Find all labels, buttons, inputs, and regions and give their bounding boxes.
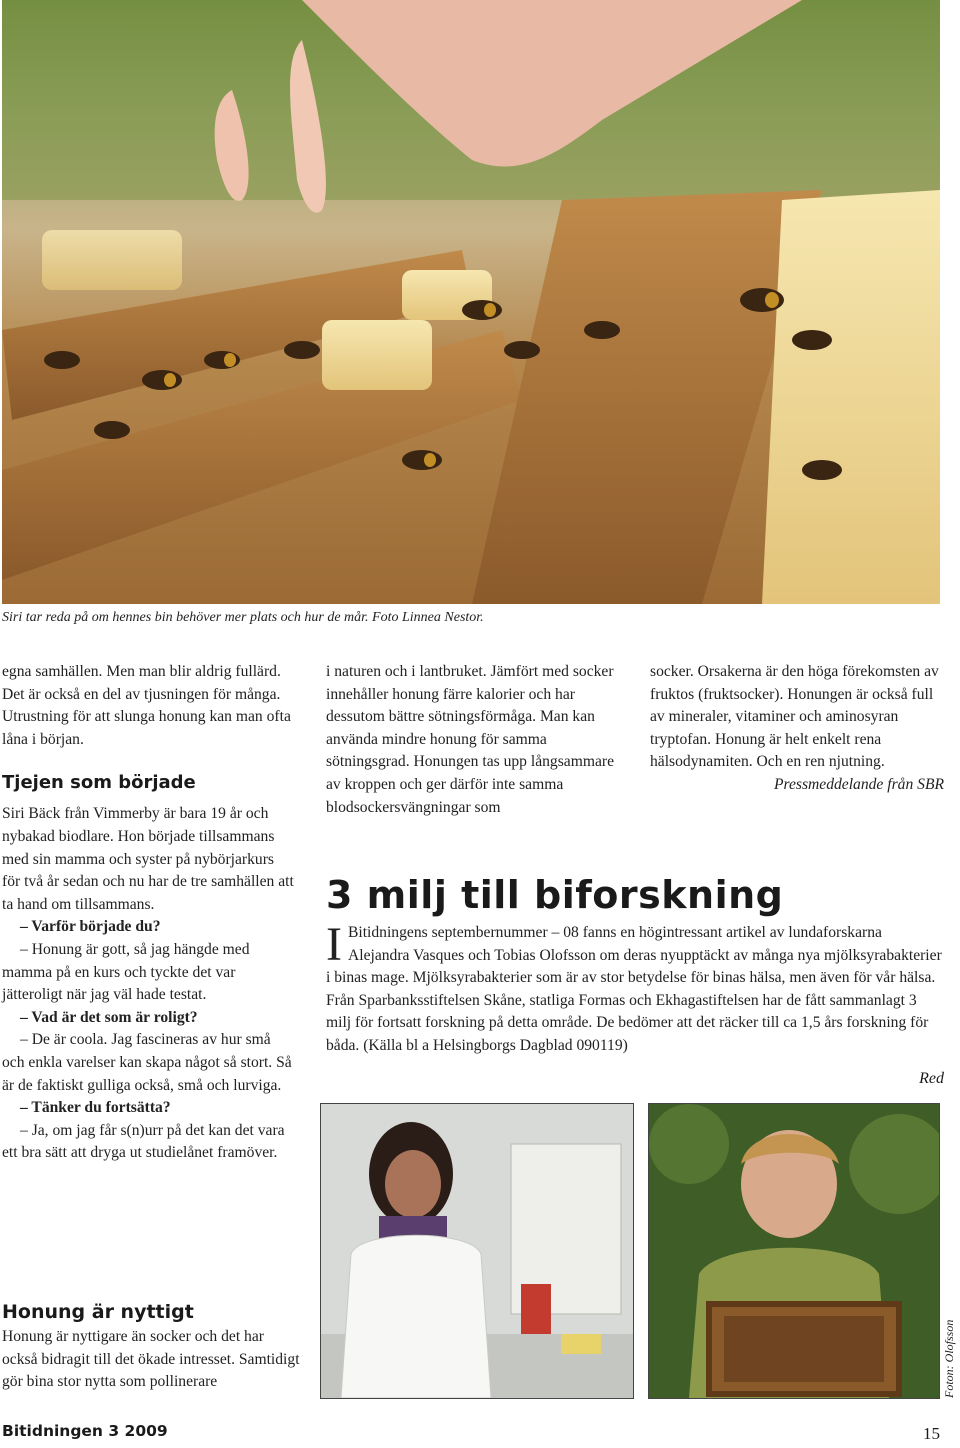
photo-caption: Siri tar reda på om hennes bin behöver mer plats och hur de mår. Foto Linnea Nestor. xyxy=(2,610,484,625)
news-dropcap: I xyxy=(326,918,342,971)
subhead-tjejen: Tjejen som började xyxy=(2,772,196,794)
question-1: – Varför började du? xyxy=(20,918,161,936)
column-2 xyxy=(326,661,620,819)
page-number: 15 xyxy=(923,1424,940,1443)
answer-3: – Ja, om jag får s(n)urr på det kan det vara ett bra sätt att dryga ut studielånet framöver. xyxy=(2,1121,285,1162)
column-1 xyxy=(2,661,294,1165)
box-body: Honung är nyttigare än socker och det har också bidragit till det ökade intresset. Samtidigt gör bina stor nytta som pollinerare xyxy=(2,1328,300,1391)
news-signature: Red xyxy=(919,1070,944,1087)
lab-illustration xyxy=(321,1104,633,1398)
footer-publication: Bitidningen 3 2009 xyxy=(2,1422,168,1440)
photo-researcher-lab xyxy=(320,1103,634,1399)
col3-signature: Pressmeddelande från SBR xyxy=(773,775,944,793)
bees-illustration xyxy=(2,0,940,604)
box-heading: Honung är nyttigt xyxy=(2,1301,194,1323)
col1-para1: Siri Bäck från Vimmerby är bara 19 år och nybakad biodlare. Hon började tillsammans med sin mamma och syster på nybörjarkurs för två år sedan och nu har de tre samhällen att ta hand om tillsammans. xyxy=(2,805,294,913)
column-3 xyxy=(650,661,944,797)
news-headline: 3 milj till biforskning xyxy=(326,873,784,917)
col3-text: socker. Orsakerna är den höga förekomsten av fruktos (fruktsocker). Honungen är också full av mineraler, vitaminer och aminosyran tryptofan. Honung är helt enkelt rena hälsodynamiten. Och en ren njutning. xyxy=(650,663,939,771)
answer-2: – De är coola. Jag fascineras av hur små och enkla varelser kan skapa något så stort. Så är de faktiskt gulliga också, små och lurviga. xyxy=(2,1031,292,1094)
answer-1: – Honung är gott, så jag hängde med mamma på en kurs och tyckte det var jätteroligt när jag väl hade testat. xyxy=(2,940,250,1004)
hive-illustration xyxy=(649,1104,939,1398)
hero-photo-bees xyxy=(2,0,940,604)
photo-researcher-hive xyxy=(648,1103,940,1399)
news-text: Bitidningens septembernummer – 08 fanns en högintressant artikel av lundaforskarna Alejandra Vasques och Tobias Olofsson om deras nyupptäckt av många nya mjölksyrabakterier i binas mage. Mjölksyrabakterier som är av stor betydelse för binas hälsa, men även för vår hälsa. Från Sparbanksstiftelsen Skåne, statliga Formas och Ekhagastiftelsen har de fått sammanlagt 3 milj för fortsatt forskning på detta område. De bedömer att det räcker till ca 1,5 års forskning för båda. (Källa bl a Helsingborgs Dagblad 090119) xyxy=(326,924,942,1054)
news-body xyxy=(326,918,944,1058)
question-3: – Tänker du fortsätta? xyxy=(20,1099,171,1117)
question-2: – Vad är det som är roligt? xyxy=(20,1008,198,1026)
col1-intro: egna samhällen. Men man blir aldrig fullärd. Det är också en del av tjusningen för många. Utrustning för att slunga honung kan man ofta låna i början. xyxy=(2,663,291,748)
photo-credit: Foton: Olofsson xyxy=(942,1319,956,1398)
col2-text: i naturen och i lantbruket. Jämfört med socker innehåller honung färre kalorier och har dessutom bättre sötningsförmåga. Man kan använda mindre honung för samma sötningsgrad. Honungen tas upp långsammare av kroppen och ger därför inte samma blodsockersvängningar som xyxy=(326,663,614,816)
